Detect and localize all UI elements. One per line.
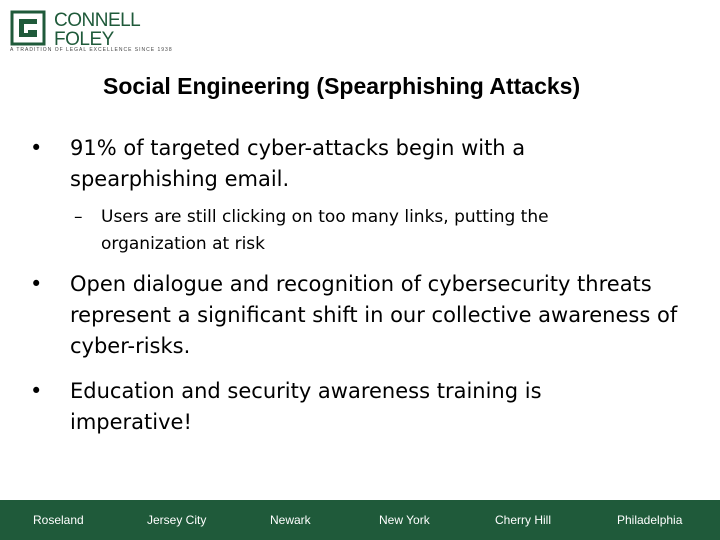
- bullet-item: [30, 269, 690, 365]
- logo-monogram-icon: [10, 10, 46, 46]
- sub-bullet-item: [74, 204, 654, 258]
- sub-bullet-text: Users are still clicking on too many links, putting the organization at risk: [101, 207, 549, 254]
- logo-tagline: A TRADITION OF LEGAL EXCELLENCE SINCE 1938: [10, 47, 173, 53]
- sub-bullet-marker: –: [74, 207, 83, 227]
- footer-city-newark: Newark: [270, 513, 311, 527]
- bullet-text: Education and security awareness training is imperative!: [70, 379, 542, 434]
- logo-name-line2: FOLEY: [54, 29, 114, 50]
- company-logo: [10, 10, 173, 55]
- footer-city-jersey-city: Jersey City: [147, 513, 207, 527]
- footer-city-cherry-hill: Cherry Hill: [495, 513, 552, 527]
- bullet-marker: •: [30, 379, 43, 403]
- bullet-item: [30, 133, 670, 195]
- bullet-text: 91% of targeted cyber-attacks begin with a spearphishing email.: [70, 136, 526, 191]
- footer-city-roseland: Roseland: [33, 513, 84, 527]
- bullet-marker: •: [30, 272, 43, 296]
- footer-city-new-york: New York: [379, 513, 430, 527]
- logo-name-line1: CONNELL: [54, 10, 141, 31]
- footer-bar: [0, 500, 720, 540]
- bullet-marker: •: [30, 136, 43, 160]
- footer-city-philadelphia: Philadelphia: [617, 513, 683, 527]
- bullet-item: [30, 376, 690, 440]
- bullet-text: Open dialogue and recognition of cybersecurity threats represent a significant shift in our collective awareness of cyber-risks.: [70, 272, 678, 358]
- slide-title: Social Engineering (Spearphishing Attacks): [103, 73, 581, 99]
